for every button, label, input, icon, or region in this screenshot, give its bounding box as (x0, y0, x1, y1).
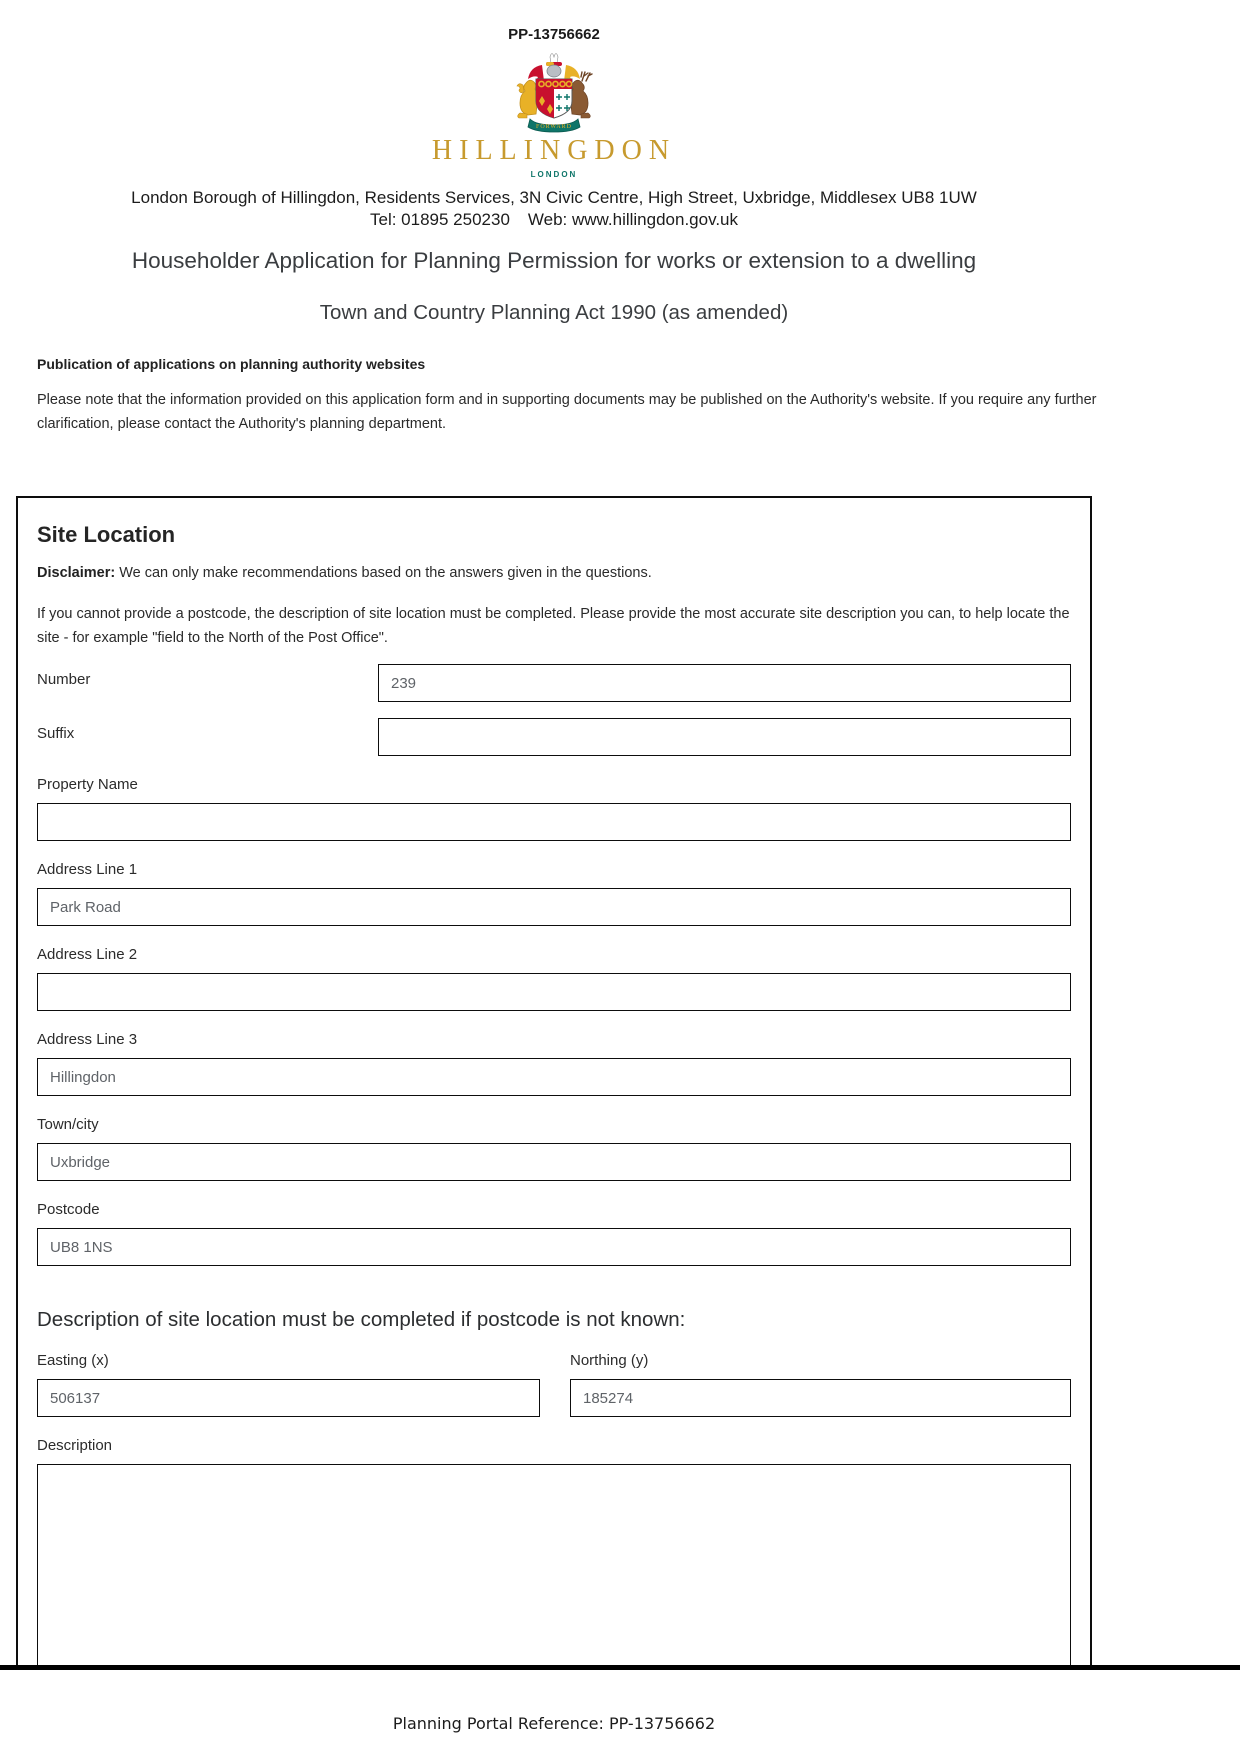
field-address-line-1 (37, 861, 1071, 926)
publication-body: Please note that the information provided on this application form and in supporting documents may be published on the Authority's website. If you require any further clarification, please contact the Authority's planning department. (37, 392, 1097, 432)
description-section-heading: Description of site location must be completed if postcode is not known: (37, 1308, 686, 1331)
planning-portal-reference: Planning Portal Reference: PP-13756662 (392, 1714, 716, 1733)
field-address-line-3 (37, 1031, 1071, 1096)
field-row-number (37, 664, 1071, 702)
number-input[interactable] (378, 664, 1071, 702)
field-postcode (37, 1201, 1071, 1266)
address-line-2-label: Address Line 2 (37, 946, 138, 963)
field-description (37, 1437, 1071, 1665)
brand-london: LONDON (530, 170, 578, 179)
authority-tel: Tel: 01895 250230 (370, 210, 510, 229)
description-textarea[interactable] (37, 1464, 1071, 1665)
suffix-input[interactable] (378, 718, 1071, 756)
application-reference-top: PP-13756662 (508, 26, 600, 43)
address-line-1-input[interactable] (37, 888, 1071, 926)
publication-heading: Publication of applications on planning authority websites (37, 356, 426, 372)
northing-input[interactable] (570, 1379, 1071, 1417)
town-city-label: Town/city (37, 1116, 99, 1133)
disclaimer-body: We can only make recommendations based on the answers given in the questions. (119, 565, 652, 581)
page-break-divider (0, 1665, 1240, 1670)
address-line-3-label: Address Line 3 (37, 1031, 138, 1048)
description-label: Description (37, 1437, 113, 1454)
crest-block (16, 49, 1092, 179)
field-property-name (37, 776, 1071, 841)
form-title: Householder Application for Planning Permission for works or extension to a dwelling (131, 248, 977, 273)
crest-motto: FORWARD (535, 124, 573, 130)
site-location-intro: If you cannot provide a postcode, the description of site location must be completed. Please provide the most accurate site description you can, to help locate the site - for example "field to the North of the Post Office". (37, 606, 1070, 646)
field-easting (37, 1352, 540, 1417)
field-northing (570, 1352, 1071, 1417)
disclaimer-label: Disclaimer: (37, 565, 116, 581)
brand-hillingdon: HILLINGDON (431, 135, 677, 166)
authority-web: Web: www.hillingdon.gov.uk (527, 210, 738, 229)
postcode-label: Postcode (37, 1201, 100, 1218)
northing-label: Northing (y) (570, 1352, 649, 1369)
field-town-city (37, 1116, 1071, 1181)
coordinates-row (37, 1352, 1071, 1417)
disclaimer-text (37, 564, 1071, 582)
town-city-input[interactable] (37, 1143, 1071, 1181)
site-location-title: Site Location (37, 522, 176, 547)
easting-label: Easting (x) (37, 1352, 109, 1369)
site-location-section (16, 496, 1092, 1665)
authority-address: London Borough of Hillingdon, Residents Services, 3N Civic Centre, High Street, Uxbridge, Middlesex UB8 1UW (131, 188, 977, 207)
address-line-1-label: Address Line 1 (37, 861, 138, 878)
number-label: Number (37, 671, 91, 688)
authority-contact (16, 210, 1092, 230)
address-line-2-input[interactable] (37, 973, 1071, 1011)
hillingdon-coat-of-arms-icon (490, 49, 618, 133)
field-row-suffix (37, 718, 1071, 756)
easting-input[interactable] (37, 1379, 540, 1417)
property-name-input[interactable] (37, 803, 1071, 841)
field-address-line-2 (37, 946, 1071, 1011)
form-subtitle: Town and Country Planning Act 1990 (as amended) (319, 301, 789, 324)
suffix-label: Suffix (37, 725, 75, 742)
property-name-label: Property Name (37, 776, 138, 793)
postcode-input[interactable] (37, 1228, 1071, 1266)
address-line-3-input[interactable] (37, 1058, 1071, 1096)
